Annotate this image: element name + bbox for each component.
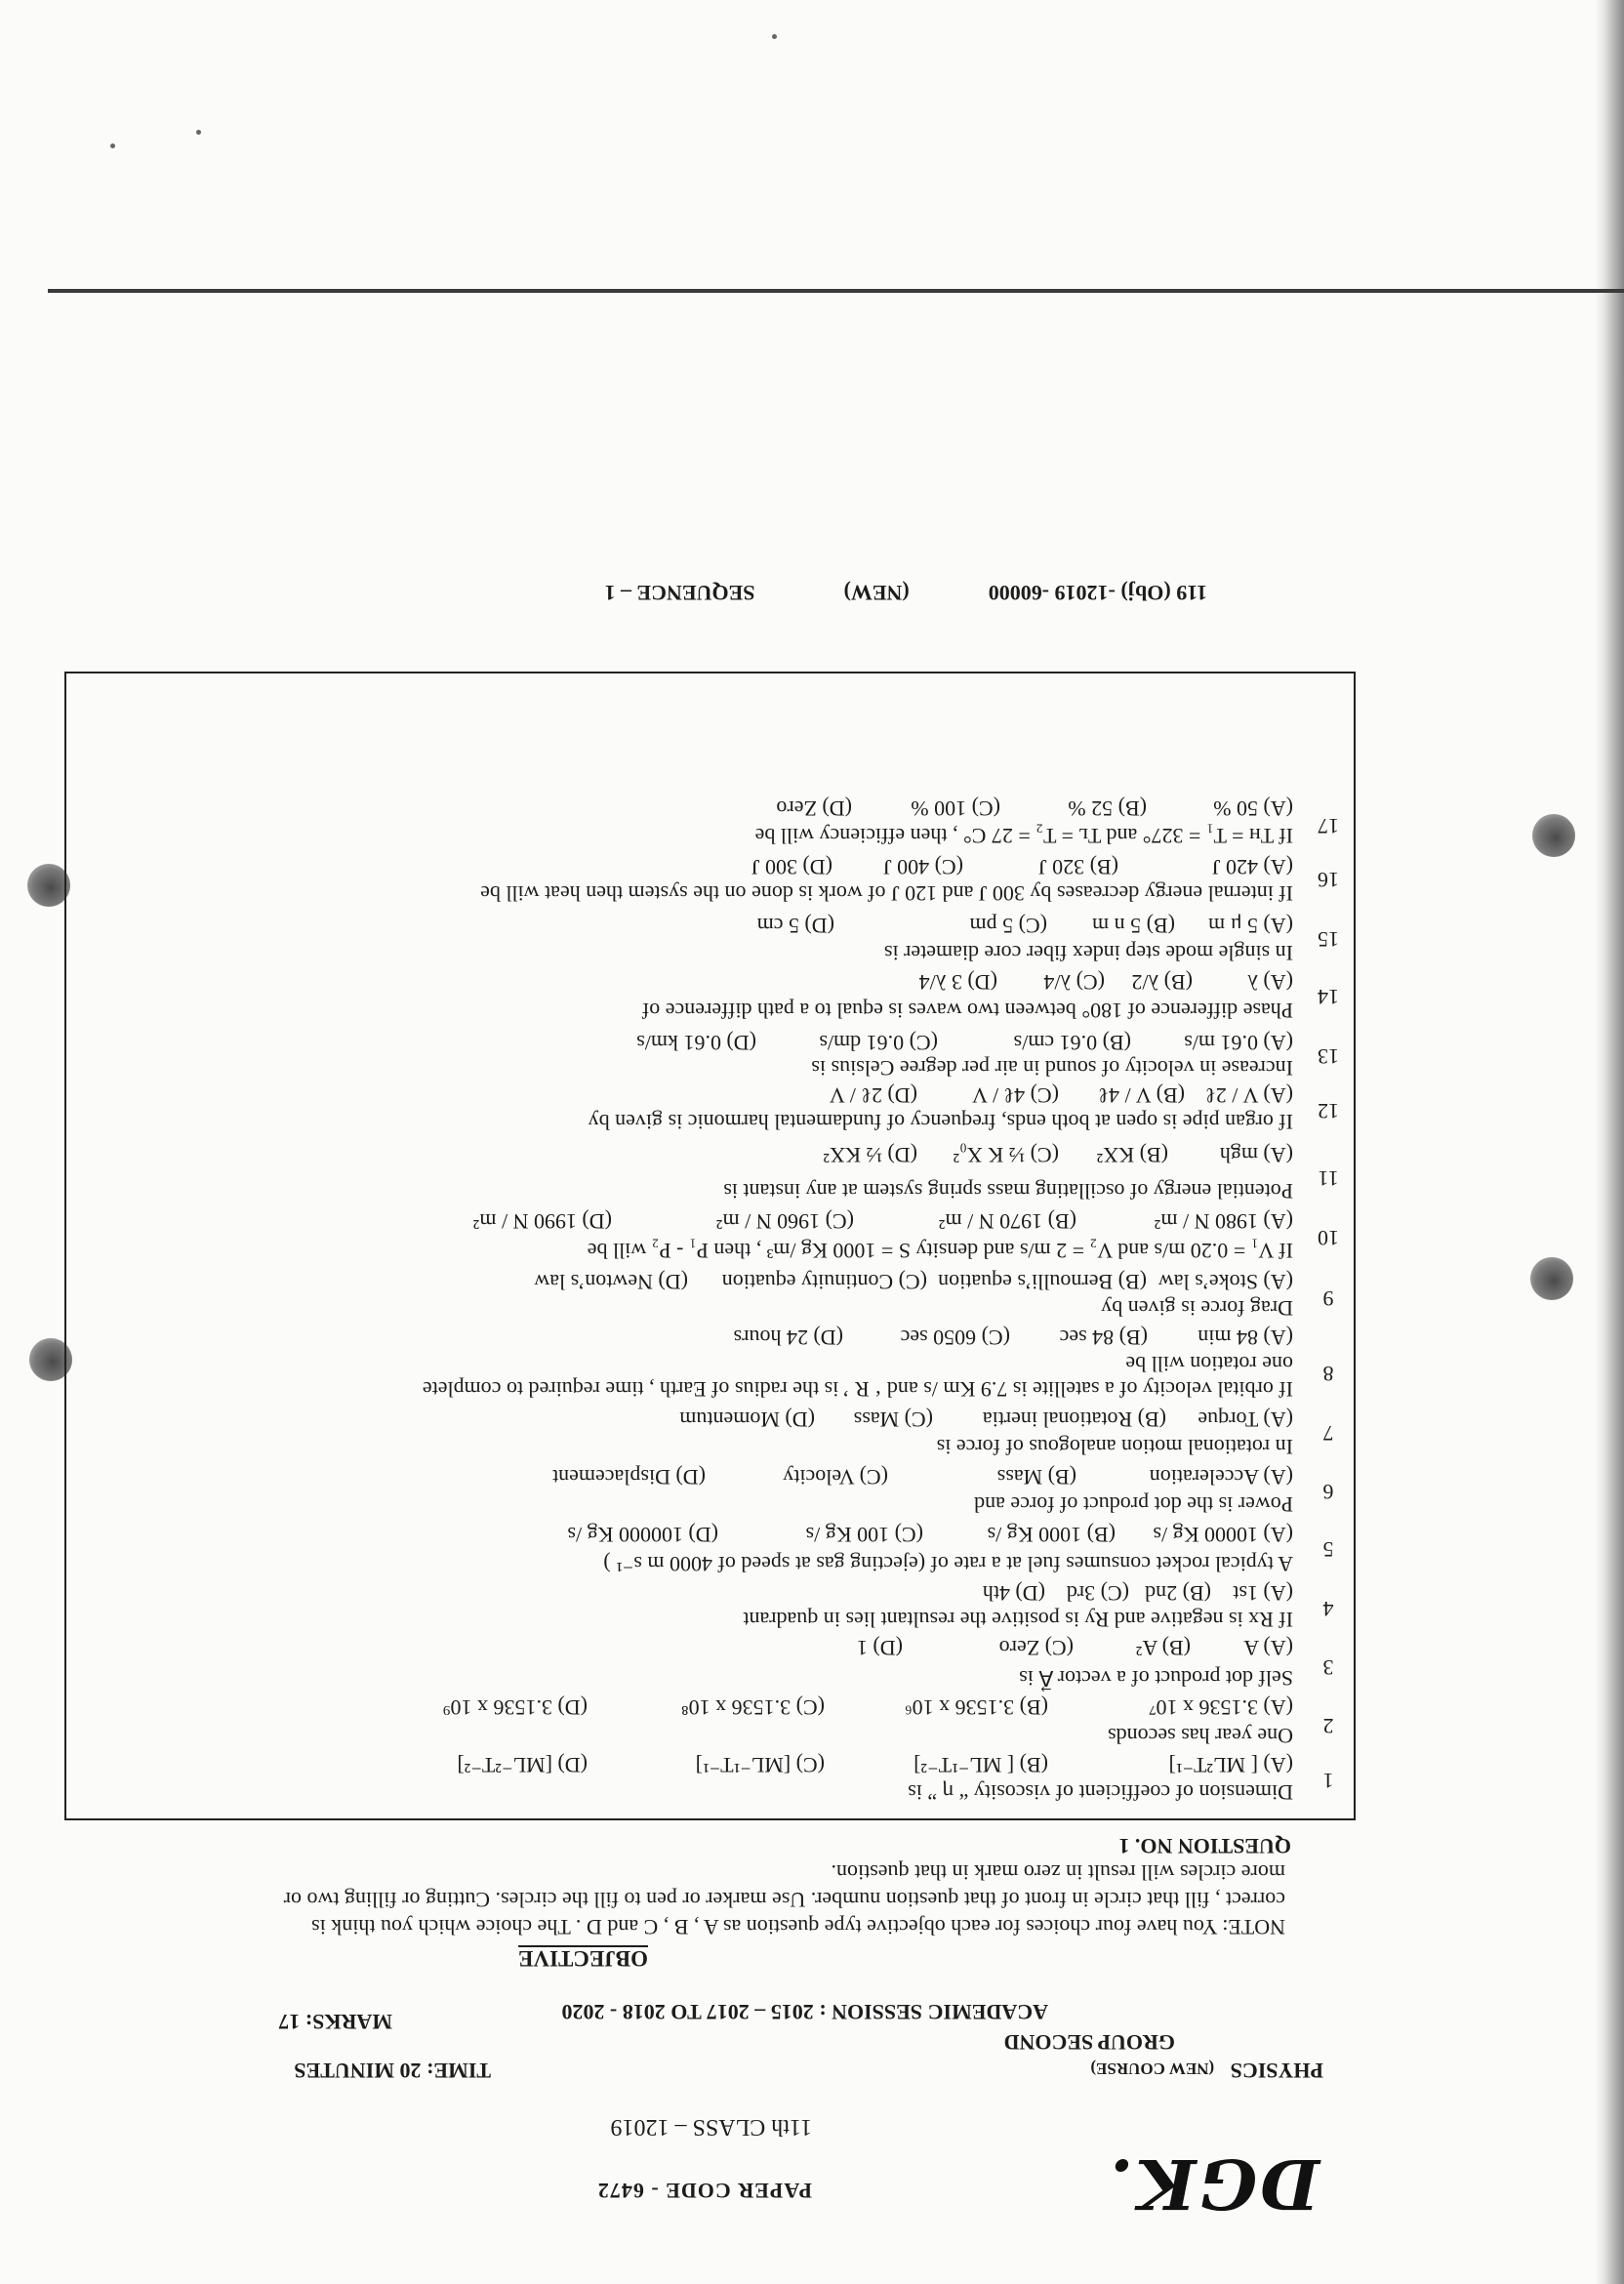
option-a: (A) Acceleration [1149,1465,1293,1489]
subject-label: PHYSICS (NEW COURSE) [1090,2059,1323,2083]
question-number: 11 [1318,1166,1339,1191]
question-number: 16 [1318,868,1339,892]
option-b: (B) 2nd [1145,1581,1211,1606]
option-a: (A) 3.1536 x 10⁷ [1148,1695,1293,1720]
option-a: (A) 50 % [1213,796,1293,821]
handwritten-initials: DGK. [1107,2143,1320,2224]
question-text: If V₁ = 0.20 m/s and V₂ = 2 m/s and density S = 1000 Kg /m³ , then P₁ - P₂ will be [587,1239,1293,1263]
option-d: (D) 3 λ/4 [918,970,997,995]
footer-sequence: SEQUENCE – 1 [604,581,755,605]
option-c: (C) [ML⁻¹T⁻¹] [695,1753,825,1777]
option-a: (A) mgh [1219,1143,1293,1167]
option-d: (D) ½ KX² [823,1143,917,1167]
option-b: (B) V / 4ℓ [1098,1083,1185,1108]
option-d: (D) 1 [856,1636,903,1660]
option-a: (A) 1980 N / m² [1154,1209,1293,1234]
question-number: 7 [1322,1421,1334,1446]
question-number: 10 [1318,1226,1339,1250]
option-d: (D) 3.1536 x 10⁹ [442,1695,588,1720]
option-c: (C) 0.61 dm/s [819,1031,938,1055]
question-text: If Rx is negative and Ry is positive the resultant lies in quadrant [743,1608,1293,1632]
paper-footer [604,580,1207,605]
option-d: (D) 0.61 km/s [636,1031,756,1055]
option-a: (A) 5 μ m [1208,914,1293,938]
question-text: Drag force is given by [1101,1296,1293,1321]
option-c: (C) 3rd [1066,1581,1129,1606]
question-number: 3 [1322,1655,1334,1680]
option-c: (C) 3.1536 x 10⁸ [681,1695,825,1720]
question-text: If organ pipe is open at both ends, frequency of fundamental harmonic is given by [588,1110,1293,1134]
option-a: (A) 10000 Kg /s [1153,1523,1293,1547]
question-text: In single mode step index fiber core diameter is [883,941,1293,965]
footer-code: 119 (Obj) -12019 -60000 [988,581,1207,605]
option-a: (A) V / 2ℓ [1205,1083,1293,1108]
option-d: (D) Momentum [679,1407,815,1432]
option-c: (C) 400 J [883,855,963,879]
paper-code: PAPER CODE - 6472 [596,2179,812,2203]
question-text: Increase in velocity of sound in air per degree Celsius is [811,1056,1293,1081]
question-number: 12 [1318,1099,1339,1123]
option-c: (C) Mass [853,1407,933,1432]
question-number: 9 [1322,1286,1334,1311]
option-b: (B) 1000 Kg /s [987,1523,1116,1547]
question-number: 14 [1318,985,1339,1009]
option-b: (B) KX² [1096,1143,1168,1167]
option-d: (D) 24 hours [733,1326,843,1350]
option-b: (B) 1970 N / m² [938,1209,1076,1234]
option-c: (C) 100 Kg /s [805,1523,923,1547]
question-text-continued: one rotation will be [1125,1352,1293,1376]
option-b: (B) Mass [996,1465,1076,1489]
question-text: Power is the dot product of force and [974,1492,1293,1517]
option-d: (D) 100000 Kg /s [567,1523,718,1547]
marks-label: MARKS: 17 [278,2010,392,2034]
time-label: TIME: 20 MINUTES [294,2059,491,2083]
option-b: (B) 320 J [1038,855,1118,879]
question-number: 13 [1318,1044,1339,1069]
option-b: (B) Bernoulli’s equation [938,1270,1147,1294]
punch-hole-mark [1532,814,1575,857]
option-b: (B) [ ML⁻¹T⁻²] [914,1753,1048,1777]
option-b: (B) 3.1536 x 10⁶ [905,1695,1048,1720]
option-b: (B) 52 % [1068,796,1147,821]
option-c: (C) Continuity equation [721,1270,927,1294]
question-text: In rotational motion analogous of force is [936,1435,1293,1459]
question-text: Self dot product of a vector A⃗ is [1019,1666,1293,1691]
question-number: 2 [1322,1714,1334,1738]
option-c: (C) 5 pm [969,914,1047,938]
option-c: (C) 100 % [911,796,1000,821]
question-number-heading: QUESTION NO. 1 [1118,1834,1291,1858]
question-text: Phase difference of 180° between two waves is equal to a path difference of [641,999,1293,1023]
punch-hole-mark [1530,1257,1573,1300]
group-label: GROUP SECOND [1003,2030,1175,2055]
option-a: (A) 420 J [1211,855,1293,879]
option-d: (D) [ML⁻²T⁻²] [457,1753,588,1777]
question-number: 17 [1318,814,1339,838]
option-c: (C) 6050 sec [900,1326,1010,1350]
class-line: 11th CLASS – 12019 [610,2114,812,2140]
option-c: (C) 1960 N / m² [715,1209,854,1234]
option-a: (A) 1st [1233,1581,1293,1606]
option-d: (D) 4th [982,1581,1045,1606]
questions-table [64,672,1356,1820]
option-d: (D) 300 J [751,855,832,879]
session-label: ACADEMIC SESSION : 2015 – 2017 TO 2018 - 2020 [561,2000,1048,2024]
option-c: (C) λ/4 [1043,970,1105,995]
scan-edge-shadow [1595,0,1624,2284]
question-number: 4 [1322,1597,1334,1621]
option-d: (D) Newton’s law [534,1270,688,1294]
option-a: (A) A [1243,1636,1293,1660]
question-text: If orbital velocity of a satellite is 7.9 Km /s and ‘ R ’ is the radius of Earth , time required to complete [422,1377,1293,1402]
question-text: If internal energy decreases by 300 J and 120 J of work is done on the system then heat will be [480,881,1293,906]
option-b: (B) λ/2 [1131,970,1193,995]
option-b: (B) 5 n m [1092,914,1175,938]
question-text: Dimension of coefficient of viscosity “ η ” is [908,1780,1293,1805]
question-text: If Tʜ = T₁ = 327° and Tʟ = T₂ = 27 C° , then efficiency will be [754,824,1293,848]
scan-speck [196,130,201,135]
question-number: 5 [1322,1537,1334,1562]
horizontal-rule [48,289,1624,293]
question-text: A typical rocket consumes fuel at a rate of (ejecting gas at speed of 4000 m s⁻¹ ) [603,1552,1293,1576]
scan-speck [110,143,115,148]
option-b: (B) Rotational inertia [982,1407,1166,1432]
option-d: (D) Zero [776,796,852,821]
footer-new: (NEW) [843,581,910,605]
question-number: 1 [1322,1769,1334,1793]
question-number: 6 [1322,1480,1334,1504]
question-text: Potential energy of oscillating mass spring system at any instant is [723,1179,1293,1203]
option-b: (B) 84 sec [1059,1326,1148,1350]
option-a: (A) Stoke’s law [1157,1270,1293,1294]
scan-speck [772,34,777,39]
instructions-note: NOTE: You have four choices for each objective type question as A , B , C and D . The choice which you think is correct , fill that circle in front of that question number. Use marker or pen to fill the circles. Cutting or filling two or more circles will result in zero mark in that question. [283,1860,1285,1939]
option-b: (B) A² [1135,1636,1191,1660]
option-a: (A) [ ML²T⁻¹] [1168,1753,1293,1777]
option-a: (A) 0.61 m/s [1184,1031,1293,1055]
option-a: (A) 84 min [1198,1326,1293,1350]
option-d: (D) 1990 N / m² [472,1209,612,1234]
option-b: (B) 0.61 cm/s [1013,1031,1131,1055]
objective-heading: OBJECTIVE [518,1946,648,1971]
option-c: (C) 4ℓ / V [972,1083,1059,1108]
option-d: (D) 2ℓ / V [829,1083,917,1108]
option-c: (C) Zero [998,1636,1074,1660]
option-c: (C) Velocity [783,1465,888,1489]
option-a: (A) Torque [1198,1407,1293,1432]
option-c: (C) ½ K X₀² [953,1143,1059,1167]
question-number: 15 [1318,927,1339,952]
option-d: (D) Displacement [552,1465,706,1489]
question-text: One year has seconds [1108,1724,1293,1748]
option-a: (A) λ [1247,970,1293,995]
option-d: (D) 5 cm [756,914,834,938]
question-number: 8 [1322,1362,1334,1386]
